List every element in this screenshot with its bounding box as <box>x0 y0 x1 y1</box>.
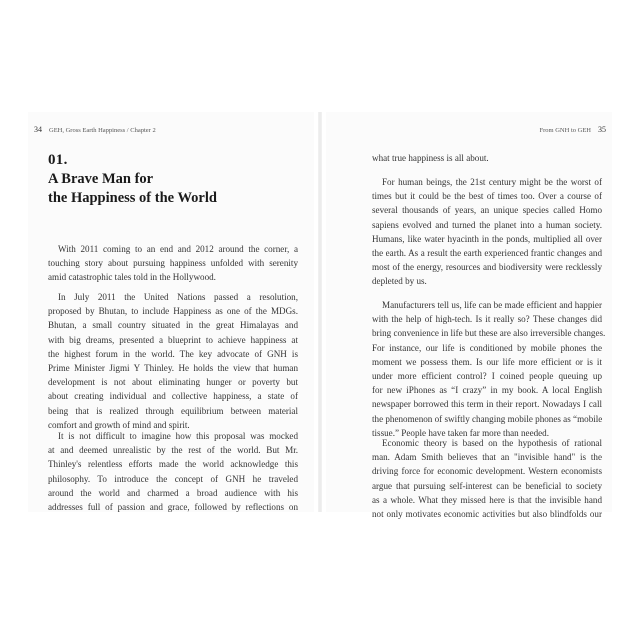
text-line: sapiens evolved and turned the planet into a human society. <box>372 219 602 230</box>
text-line: bring convenience in life but these are also irreversible changes. <box>372 328 606 339</box>
text-line: about creating individual and collective happiness, a state of <box>48 391 298 402</box>
left-paragraph-3 <box>48 429 298 514</box>
text-line: amid catastrophic tales told in the Hollywood. <box>48 272 216 283</box>
text-line: Humans, like water hyacinth in the ponds, multiplied all over <box>372 233 602 244</box>
text-line: tissue.” People have taken far more than needed. <box>372 427 550 438</box>
text-line: most of the energy, resources and biodiversity were recklessly <box>372 262 602 273</box>
text-line: Bhutan, a small country situated in the great Himalayas and <box>48 320 298 331</box>
text-line: moment we possess them. Is our life more efficient or is it <box>372 356 602 367</box>
text-line: In July 2011 the United Nations passed a resolution, <box>58 292 298 302</box>
text-line: the highest forum in the world. The key advocate of GNH is <box>48 348 298 359</box>
text-line: man. Adam Smith believes that an "invisible hand" is the <box>372 452 602 463</box>
text-line: newspaper borrowed this term in their report. Nowadays I call <box>372 399 602 410</box>
chapter-number: 01. <box>48 152 68 168</box>
text-line: the earth. As a result the earth experienced frantic changes and <box>372 248 602 259</box>
text-line: times but it could be the best of times too. Over a course of <box>372 191 602 202</box>
book-gutter <box>318 112 322 512</box>
text-line: not only motivates economic activities but also blindfolds our <box>372 509 602 520</box>
text-line: For human beings, the 21st century might be the worst of <box>382 177 602 187</box>
chapter-title-line: the Happiness of the World <box>48 190 217 206</box>
text-line: being that is realized through equilibrium between material <box>48 405 298 416</box>
text-line: around the world and charmed a broad audience with his <box>48 487 298 498</box>
text-line: argue that pursuing self-interest can be beneficial to society <box>372 480 602 491</box>
text-line: with the help of high-tech. Is it really so? These changes did <box>372 314 602 325</box>
text-line: comfort and growth of mind and spirit. <box>48 419 190 430</box>
right-paragraph-4 <box>372 436 602 521</box>
chapter-title <box>48 170 288 208</box>
text-line: addresses full of passion and grace, followed by reflections on <box>48 502 298 513</box>
text-line: what true happiness is all about. <box>372 153 489 163</box>
text-line: development is not about eliminating hunger or poverty but <box>48 377 298 388</box>
text-line: touching story about pursuing happiness unfolded with serenity <box>48 258 298 269</box>
right-page-number: 35 <box>598 125 606 134</box>
text-line: the phenomenon of swiftly changing mobile phones as “mobile <box>372 413 603 424</box>
text-line: For instance, our life is conditioned by mobile phones the <box>372 342 602 353</box>
text-line: Thinley's relentless efforts made the world acknowledge this <box>48 459 298 470</box>
text-line: as a whole. What they missed here is that the invisible hand <box>372 494 602 505</box>
text-line: It is not difficult to imagine how this proposal was mocked <box>58 431 298 441</box>
text-line: driving force for economic development. Western economists <box>372 466 602 477</box>
left-paragraph-1 <box>48 242 298 285</box>
text-line: Prime Minister Jigmi Y Thinley. He holds the view that human <box>48 363 298 374</box>
right-page-header <box>540 125 606 134</box>
text-line: Manufacturers tell us, life can be made efficient and happier <box>382 300 602 310</box>
text-line: several thousands of years, an unique species called Homo <box>372 205 602 216</box>
right-paragraph-3 <box>372 298 606 440</box>
text-line: philosophy. To introduce the concept of GNH he traveled <box>48 473 298 484</box>
text-line: with big dreams, presented a blueprint to achieve happiness at <box>48 334 298 345</box>
text-line: With 2011 coming to an end and 2012 around the corner, a <box>58 244 298 254</box>
text-line: under more efficient control? I coined people queuing up <box>372 371 602 382</box>
text-line: proposed by Bhutan, to include Happiness as one of the MDGs. <box>48 306 298 317</box>
text-line: Economic theory is based on the hypothesis of rational <box>382 438 602 448</box>
chapter-title-line: A Brave Man for <box>48 171 154 187</box>
right-running-head: From GNH to GEH <box>539 127 591 134</box>
text-line: depleted by us. <box>372 276 427 287</box>
left-page-number: 34 <box>34 125 42 134</box>
right-paragraph-2 <box>372 175 602 289</box>
left-paragraph-2 <box>48 290 298 432</box>
text-line: for new iPhones as “I crazy” in my book. A local English <box>372 385 602 396</box>
left-page-header <box>34 125 156 134</box>
right-paragraph-1 <box>372 151 602 165</box>
left-running-head: GEH, Gross Earth Happiness / Chapter 2 <box>49 127 156 134</box>
text-line: at and deemed unrealistic by the rest of the world. But Mr. <box>48 445 298 456</box>
